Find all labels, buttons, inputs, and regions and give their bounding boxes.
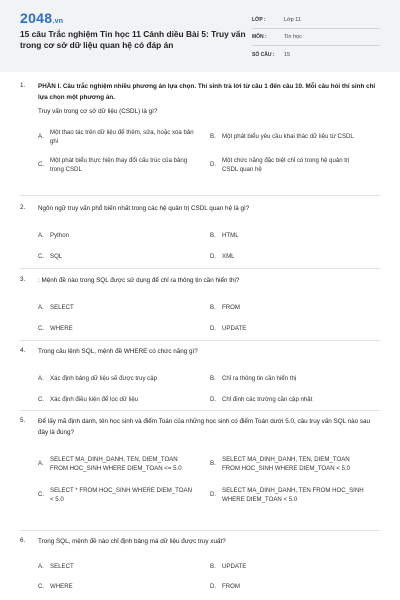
option-text: FROM [222, 582, 240, 590]
meta-label: SỐ CÂU : [252, 51, 275, 58]
question-number: 3. [20, 276, 26, 283]
question-number: 5. [20, 417, 26, 424]
option-letter: A. [38, 374, 44, 382]
option-d[interactable] [210, 578, 382, 596]
meta-value: Lớp 11 [284, 17, 301, 23]
option-text: Python [50, 231, 69, 239]
option-b[interactable] [210, 367, 382, 391]
option-letter: D. [210, 324, 217, 332]
option-d[interactable] [210, 320, 382, 338]
option-text: SQL [50, 252, 63, 260]
option-text: Chỉ định các trường cần cập nhật [222, 395, 313, 403]
option-letter: C. [38, 395, 45, 403]
options-grid [38, 224, 380, 266]
meta-label: LỚP : [252, 17, 266, 23]
meta-row-subject [252, 29, 380, 46]
option-text: XML [222, 252, 235, 260]
option-letter: D. [210, 491, 217, 499]
option-text: SELECT MA_DINH_DANH, TEN FROM HOC_SINH WHERE DIEM_TOAN < 5.0 [222, 486, 364, 503]
question-text: : Mệnh đề nào trong SQL được sử dụng để chỉ ra thông tin cần hiển thị? [38, 277, 240, 284]
option-text: HTML [222, 231, 239, 239]
divider [20, 410, 380, 411]
question-number: 1. [20, 82, 26, 89]
option-text: SELECT * FROM HOC_SINH WHERE DIEM_TOAN < 5.0 [50, 486, 192, 503]
option-text: Một phát biểu yêu cầu khai thác dữ liệu từ CSDL [222, 133, 354, 141]
option-b[interactable] [210, 446, 382, 482]
site-logo[interactable] [20, 10, 63, 26]
question-4 [20, 347, 380, 409]
option-c[interactable] [38, 248, 210, 266]
option-letter: D. [210, 395, 217, 403]
option-d[interactable] [210, 151, 382, 179]
option-a[interactable] [38, 446, 210, 482]
option-letter: A. [38, 562, 44, 570]
option-b[interactable] [210, 296, 382, 320]
question-3 [20, 276, 380, 338]
option-c[interactable] [38, 391, 210, 409]
option-a[interactable] [38, 367, 210, 391]
options-grid [38, 556, 380, 596]
question-number: 4. [20, 347, 26, 354]
question-text: Ngôn ngữ truy vấn phổ biến nhất trong các hệ quản trị CSDL quan hệ là gì? [38, 205, 250, 212]
divider [20, 268, 380, 269]
option-letter: B. [210, 133, 216, 141]
meta-value: 15 [284, 51, 291, 58]
divider [20, 530, 380, 531]
option-c[interactable] [38, 320, 210, 338]
option-d[interactable] [210, 248, 382, 266]
option-b[interactable] [210, 224, 382, 248]
divider [20, 340, 380, 341]
option-text: SELECT MA_DINH_DANH, TEN, DIEM_TOAN FROM HOC_SINH WHERE DIEM_TOAN <= 5.0 [50, 455, 182, 472]
option-letter: B. [210, 231, 216, 239]
option-b[interactable] [210, 123, 382, 151]
page-title: 15 câu Trắc nghiệm Tin học 11 Cánh diều Bài 5: Truy vấn trong cơ sở dữ liệu quan hệ có đáp án [20, 29, 246, 50]
option-text: Một chức năng đặc biệt chỉ có trong hệ quản trị CSDL quan hệ [222, 156, 350, 173]
option-letter: A. [38, 460, 44, 468]
option-letter: C. [38, 491, 45, 499]
option-letter: B. [210, 374, 216, 382]
option-text: WHERE [50, 582, 73, 590]
logo-tld: .vn [52, 18, 64, 25]
option-d[interactable] [210, 391, 382, 409]
option-text: SELECT MA_DINH_DANH, TEN, DIEM_TOAN FROM HOC_SINH WHERE DIEM_TOAN < 5.0 [222, 455, 351, 472]
option-text: FROM [222, 303, 240, 311]
option-a[interactable] [38, 296, 210, 320]
option-text: Chỉ ra thông tin cần hiển thị [222, 374, 297, 382]
divider [20, 195, 380, 196]
option-text: WHERE [50, 324, 73, 332]
question-2 [20, 204, 380, 266]
option-a[interactable] [38, 224, 210, 248]
option-text: SELECT [50, 562, 74, 570]
question-subtext: Truy vấn trong cơ sở dữ liệu (CSDL) là gì? [38, 108, 158, 115]
question-number: 6. [20, 537, 26, 544]
option-c[interactable] [38, 482, 210, 508]
option-text: Xác định điều kiện để lọc dữ liệu [50, 395, 139, 403]
options-grid [38, 296, 380, 338]
question-6 [20, 537, 380, 596]
question-text: PHẦN I. Câu trắc nghiệm nhiều phương án lựa chọn. Thí sinh trả lời từ câu 1 đến câu 10. Mỗi câu hỏi thí sinh chỉ lựa chọn một phương án. [38, 83, 376, 101]
option-c[interactable] [38, 578, 210, 596]
option-text: UPDATE [222, 562, 247, 570]
logo-text: 2048 [20, 10, 53, 26]
question-text: Để lấy mã định danh, tên học sinh và điểm Toán của những học sinh có điểm Toán dưới 5.0, câu truy vấn SQL nào sau đây là đúng? [38, 418, 371, 436]
option-letter: A. [38, 303, 44, 311]
option-c[interactable] [38, 151, 210, 179]
question-5 [20, 417, 380, 508]
option-b[interactable] [210, 556, 382, 578]
question-number: 2. [20, 204, 26, 211]
option-letter: C. [38, 324, 45, 332]
question-text: Trong câu lệnh SQL, mệnh đề WHERE có chức năng gì? [38, 348, 198, 355]
option-text: SELECT [50, 303, 74, 311]
option-text: UPDATE [222, 324, 247, 332]
option-letter: D. [210, 161, 217, 169]
question-text: Trong SQL, mệnh đề nào chỉ định bảng mà dữ liệu được truy xuất? [38, 538, 226, 545]
meta-label: MÔN : [252, 34, 267, 40]
option-letter: A. [38, 231, 44, 239]
option-letter: D. [210, 252, 217, 260]
option-text: Một phát biểu thực hiện thay đổi cấu trúc của bảng trong CSDL [50, 156, 188, 173]
option-letter: B. [210, 303, 216, 311]
options-grid [38, 446, 380, 508]
option-text: Xác định bảng dữ liệu sẽ được truy cập [50, 374, 158, 382]
option-letter: C. [38, 252, 45, 260]
option-letter: A. [38, 133, 44, 141]
meta-row-count [252, 46, 380, 63]
meta-table [252, 12, 380, 63]
options-grid [38, 367, 380, 409]
option-d[interactable] [210, 482, 382, 508]
document-header [0, 0, 400, 72]
option-letter: B. [210, 562, 216, 570]
options-grid [38, 123, 380, 179]
option-text: Một thao tác trên dữ liệu để thêm, sửa, hoặc xóa bản ghi [50, 128, 194, 145]
meta-row-class [252, 12, 380, 29]
option-letter: C. [38, 161, 45, 169]
option-letter: C. [38, 582, 45, 590]
option-letter: B. [210, 460, 216, 468]
question-1 [20, 82, 380, 179]
option-a[interactable] [38, 123, 210, 151]
option-a[interactable] [38, 556, 210, 578]
option-letter: D. [210, 582, 217, 590]
meta-value: Tin học [284, 34, 302, 40]
